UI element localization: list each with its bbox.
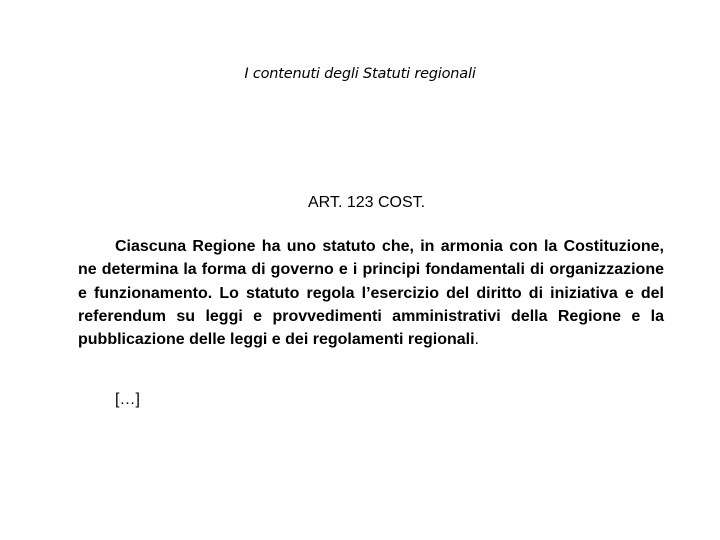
- article-heading: ART. 123 COST.: [308, 194, 426, 211]
- article-body-text: Ciascuna Regione ha uno statuto che, in armonia con la Costituzione, ne determina la forma di governo e i principi fondamentali di organizzazione e funzionamento. Lo statuto regola l’esercizio del diritto di iniziativa e del referendum su leggi e provvedimenti amministrativi della Regione e la pubblicazione delle leggi e dei regolamenti regionali: [78, 238, 664, 349]
- article-body: [78, 235, 664, 351]
- omission-marker: […]: [115, 391, 140, 408]
- article-body-period: .: [474, 331, 479, 349]
- header-title: I contenuti degli Statuti regionali: [244, 66, 476, 82]
